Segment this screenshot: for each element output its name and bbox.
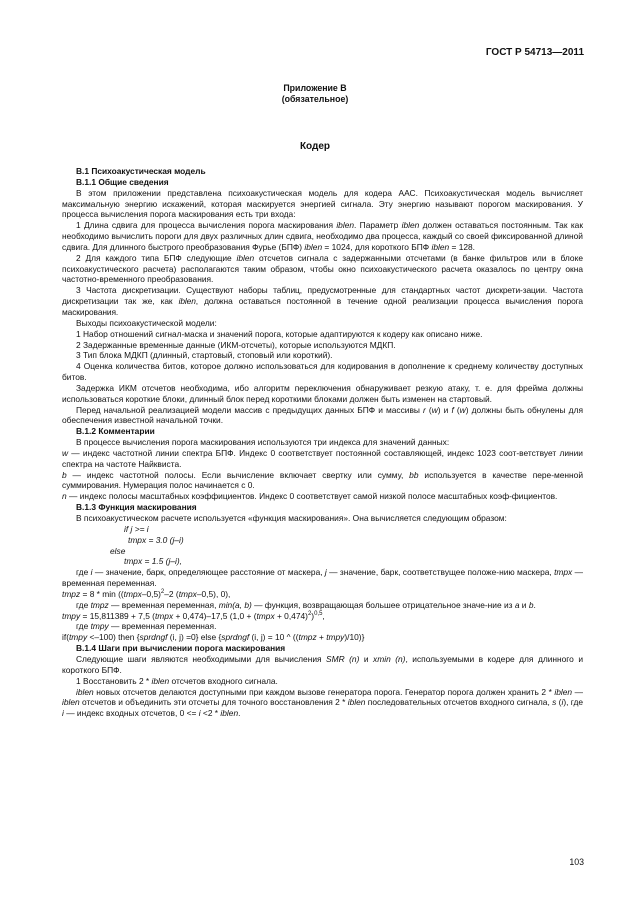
paragraph	[62, 448, 583, 470]
paragraph	[62, 340, 583, 351]
text-segment: 2 Задержанные временные данные (ИКМ-отсчеты), которые используются МДКП.	[76, 339, 396, 350]
text-segment: tmpx	[554, 567, 573, 578]
text-segment: tmpx	[154, 610, 174, 621]
text-segment: –2 (	[164, 588, 179, 599]
text-segment: w	[62, 447, 69, 458]
text-segment: = 1024, для короткого БПФ	[322, 241, 432, 252]
paragraph	[62, 556, 583, 567]
text-segment: В.1.2 Комментарии	[76, 426, 155, 437]
text-segment: tmpx	[178, 588, 197, 599]
text-segment: w	[459, 404, 466, 415]
text-segment: — индекс частотной полосы. Если вычисление включает свертку или сумму,	[66, 469, 410, 480]
text-segment: SMR (n)	[326, 653, 360, 664]
paragraph	[62, 567, 583, 589]
text-segment: iblen	[236, 252, 255, 263]
paragraph	[62, 329, 583, 340]
text-segment: a	[514, 599, 520, 610]
text-segment: iblen	[178, 296, 196, 307]
text-segment: используется в качестве пере-менной суммирования. Нумерация полос начинается с 0.	[62, 469, 583, 491]
text-segment: <–100) then {	[87, 632, 140, 643]
text-segment: (i, j) =0} else {	[167, 632, 222, 643]
text-segment: i	[90, 567, 93, 578]
text-segment: — значение, барк, соответствущее положе-нию маскера,	[326, 567, 555, 578]
text-segment: 1 Длина сдвига для процесса вычисления порога маскирования	[76, 220, 337, 231]
text-segment: iblen	[220, 708, 239, 719]
text-segment: sprdngf	[139, 632, 168, 643]
paragraph	[62, 470, 583, 492]
text-segment: отсчетов и объединить эти отсчеты для точного восстановления 2 *	[79, 697, 348, 708]
text-segment: i	[561, 697, 564, 708]
text-segment: —	[572, 686, 583, 697]
text-segment: iblen	[554, 686, 573, 697]
paragraph	[62, 318, 583, 329]
text-segment: — значение, барк, определяющее расстояние от маскера,	[92, 567, 325, 578]
text-segment: + 0,474)–17,5 (1,0 + (	[173, 610, 257, 621]
paragraph	[62, 654, 583, 676]
text-segment: sprdngf	[221, 632, 250, 643]
text-segment: bb	[409, 469, 419, 480]
text-segment: if j >= i	[124, 523, 149, 534]
text-segment: должен оставаться постоянным. Так как необходимо вычислить пороги для двух различных длин сдвига, необходимо два процесса, каждый со своей фиксированной длиной сдвига. Для длинного быстрого преобразования Фурье (БПФ)	[62, 220, 583, 252]
text-segment: xmin (n)	[373, 653, 406, 664]
text-segment: 0,5	[314, 610, 323, 617]
text-segment: = 128.	[449, 241, 476, 252]
text-segment: и	[359, 653, 374, 664]
paragraph	[62, 687, 583, 720]
text-segment: )/10)}	[344, 632, 365, 643]
paragraph	[62, 383, 583, 405]
text-segment: отсчетов сигнала с задержанными отсчетами (в банке фильтров или в блоке психоакустического расчета) располагаются таким образом, чтобы окно психоакустического расчета оказалось по центру окна частотно-временного преобразования.	[62, 252, 583, 285]
paragraph	[62, 437, 583, 448]
text-segment: i	[62, 708, 64, 719]
text-segment: 2	[160, 589, 165, 596]
paragraph	[62, 611, 583, 622]
annex-type: (обязательное)	[281, 94, 349, 104]
text-segment: min(a, b)	[218, 599, 252, 610]
section-heading	[62, 643, 583, 654]
text-segment: — индекс частотной линии спектра БПФ. Индекс 0 соответствует постоянной составляющей, индекс 1023 соот-ветствует линии спектра на частоте Найквиста.	[62, 447, 583, 469]
text-segment: В психоакустическом расчете используется «функция маскирования». Она вычисляется следующим образом:	[76, 513, 507, 523]
text-segment: (	[556, 697, 562, 708]
text-segment: Задержка ИКМ отсчетов необходима, ибо алгоритм переключения обнаруживает резкую атаку, т. е. для фрейма должны использоваться короткие блоки, длинный блок перед короткими блоками должен быть изменен на стартовый.	[62, 382, 583, 404]
text-segment: — временная переменная.	[62, 567, 583, 589]
text-segment: )	[311, 610, 315, 621]
text-segment: .	[238, 708, 241, 719]
text-segment: –0,5)	[141, 588, 161, 599]
text-segment: Выходы психоакустической модели:	[76, 317, 217, 328]
text-segment: tmpz	[62, 588, 81, 599]
text-segment: — индекс полосы масштабных коэффициентов. Индекс 0 соответствует самой низкой полосе масштабных коэф-фициентов.	[66, 491, 558, 502]
text-segment: iblen	[304, 241, 323, 252]
text-segment: (	[453, 404, 460, 415]
text-segment: j	[324, 567, 327, 578]
text-segment: tmpy	[90, 621, 109, 632]
text-segment: iblen	[431, 241, 450, 252]
text-segment: tmpy	[68, 632, 88, 643]
text-segment: где	[76, 621, 91, 632]
section-heading	[62, 166, 583, 177]
text-segment: Перед начальной реализацией модели массив с предыдущих данных БПФ и массивы	[76, 404, 424, 415]
text-segment: +	[316, 632, 327, 643]
text-segment: <2 *	[200, 708, 221, 719]
text-segment: , должна оставаться постоянной в течение одной реализации процесса вычисления порога маскирования.	[62, 296, 583, 317]
text-segment: tmpz	[90, 599, 109, 610]
text-segment: + 0,474)	[274, 610, 308, 621]
text-segment: — временная переменная.	[108, 621, 217, 632]
text-segment: 3 Тип блока МДКП (длинный, стартовый, стоповый или короткий).	[76, 350, 333, 361]
section-heading	[62, 177, 583, 188]
text-segment: . Параметр	[354, 220, 402, 231]
text-segment: tmpy	[62, 610, 81, 621]
text-segment: else	[110, 545, 126, 556]
text-segment: tmpx	[256, 610, 275, 621]
text-segment: — индекс входных отсчетов, 0 <=	[63, 708, 199, 719]
paragraph	[62, 220, 583, 253]
paragraph	[62, 188, 583, 221]
section-heading	[62, 502, 583, 513]
text-segment: (	[425, 404, 432, 415]
text-segment: tmpx = 3.0 (j–i)	[128, 534, 184, 545]
text-segment: ) должны быть обнулены для обеспечения известной начальной точки.	[62, 404, 583, 426]
page-number: 103	[569, 857, 584, 867]
text-segment: В.1.3 Функция маскирования	[76, 502, 197, 513]
text-segment: — временная переменная,	[108, 599, 219, 610]
paragraph	[62, 524, 583, 535]
text-segment: tmpz	[298, 632, 317, 643]
paragraph	[62, 350, 583, 361]
paragraph	[62, 361, 583, 383]
paragraph	[62, 285, 583, 318]
annex-title: Приложение В	[283, 83, 347, 93]
text-segment: , используемыми в кодере для длинного и короткого БПФ.	[62, 653, 583, 675]
text-segment: b	[62, 469, 67, 480]
text-segment: 3 Частота дискретизации. Существуют наборы таблиц, предусмотренные для стандартных частот дискрети-зации. Частота дискретизации так же, как	[62, 285, 583, 307]
text-segment: iblen	[336, 220, 355, 231]
text-segment: iblen	[62, 697, 80, 708]
text-segment: = 8 * min ((	[80, 588, 124, 599]
text-segment: (i, j) = 10 ^ ((	[249, 632, 299, 643]
text-segment: tmpx = 1.5 (j–i),	[124, 556, 182, 567]
text-segment: if(	[62, 632, 69, 643]
text-segment: 2	[307, 610, 312, 617]
paragraph	[62, 632, 583, 643]
text-segment: = 15,811389 + 7,5 (	[80, 610, 155, 621]
text-segment: отсчетов входного сигнала.	[169, 675, 278, 686]
paragraph	[62, 253, 583, 286]
text-segment: где	[76, 567, 91, 578]
standard-code: ГОСТ Р 54713—2011	[485, 47, 584, 58]
section-heading	[62, 426, 583, 437]
text-segment: w	[431, 404, 438, 415]
text-segment: .	[533, 599, 536, 610]
text-segment: В.1.4 Шаги при вычислении порога маскирования	[76, 643, 286, 654]
text-segment: b	[528, 599, 534, 610]
text-segment: ), где	[563, 697, 584, 708]
text-segment: iblen	[76, 686, 94, 697]
paragraph	[62, 600, 583, 611]
text-segment: –0,5), 0),	[196, 588, 231, 599]
text-segment: iblen	[347, 697, 366, 708]
paragraph	[62, 535, 583, 546]
text-segment: tmpy	[326, 632, 345, 643]
text-segment: В.1.1 Общие сведения	[76, 176, 169, 187]
text-segment: ) и	[437, 404, 452, 415]
paragraph	[62, 589, 583, 600]
text-segment: 1 Набор отношений сигнал-маска и значений порога, которые адаптируются к кодеру как описано ниже.	[76, 328, 483, 339]
text-segment: iblen	[401, 220, 420, 231]
text-segment: i	[198, 708, 201, 719]
section-title: Кодер	[299, 141, 331, 152]
text-segment: 1 Восстановить 2 *	[76, 675, 152, 686]
paragraph	[62, 546, 583, 557]
text-segment: s	[552, 697, 557, 708]
paragraph	[62, 676, 583, 687]
text-segment: где	[76, 599, 91, 610]
text-segment: — функция, возвращающая большее отрицательное значе-ние из	[251, 599, 515, 610]
text-segment: 2 Для каждого типа БПФ следующие	[76, 252, 237, 263]
paragraph	[62, 491, 583, 502]
text-segment: ,	[322, 610, 325, 621]
text-segment: В этом приложении представлена психоакустическая модель для кодера ААС. Психоакустическая модель вычисляет максимальную энергию искажений, которая маскируется энергией сигнала. Эту энергию называют порогом маскирования. У процесса вычисления порога маскирования есть три входа:	[62, 187, 583, 220]
text-segment: В.1 Психоакустическая модель	[76, 166, 206, 176]
text-segment: iblen	[151, 675, 170, 686]
text-segment: и	[519, 599, 529, 610]
paragraph	[62, 621, 583, 632]
text-segment: 4 Оценка количества битов, которое должно использоваться для кодирования в дополнение к среднему количеству доступных битов.	[62, 361, 583, 383]
text-segment: r	[423, 404, 426, 415]
paragraph	[62, 513, 583, 524]
text-segment: tmpx	[123, 588, 142, 599]
text-segment: Следующие шаги являются необходимыми для вычисления	[76, 653, 327, 664]
text-segment: новых отсчетов делаются доступными при каждом вызове генератора порога. Генератор порога должен хранить 2 *	[93, 686, 555, 697]
text-segment: последовательных отсчетов входного сигнала,	[365, 697, 553, 708]
text-segment: n	[62, 491, 67, 502]
document-body	[62, 166, 583, 719]
text-segment: f	[451, 404, 454, 415]
text-segment: В процессе вычисления порога маскирования используются три индекса для значений данных:	[76, 437, 450, 448]
paragraph	[62, 405, 583, 427]
